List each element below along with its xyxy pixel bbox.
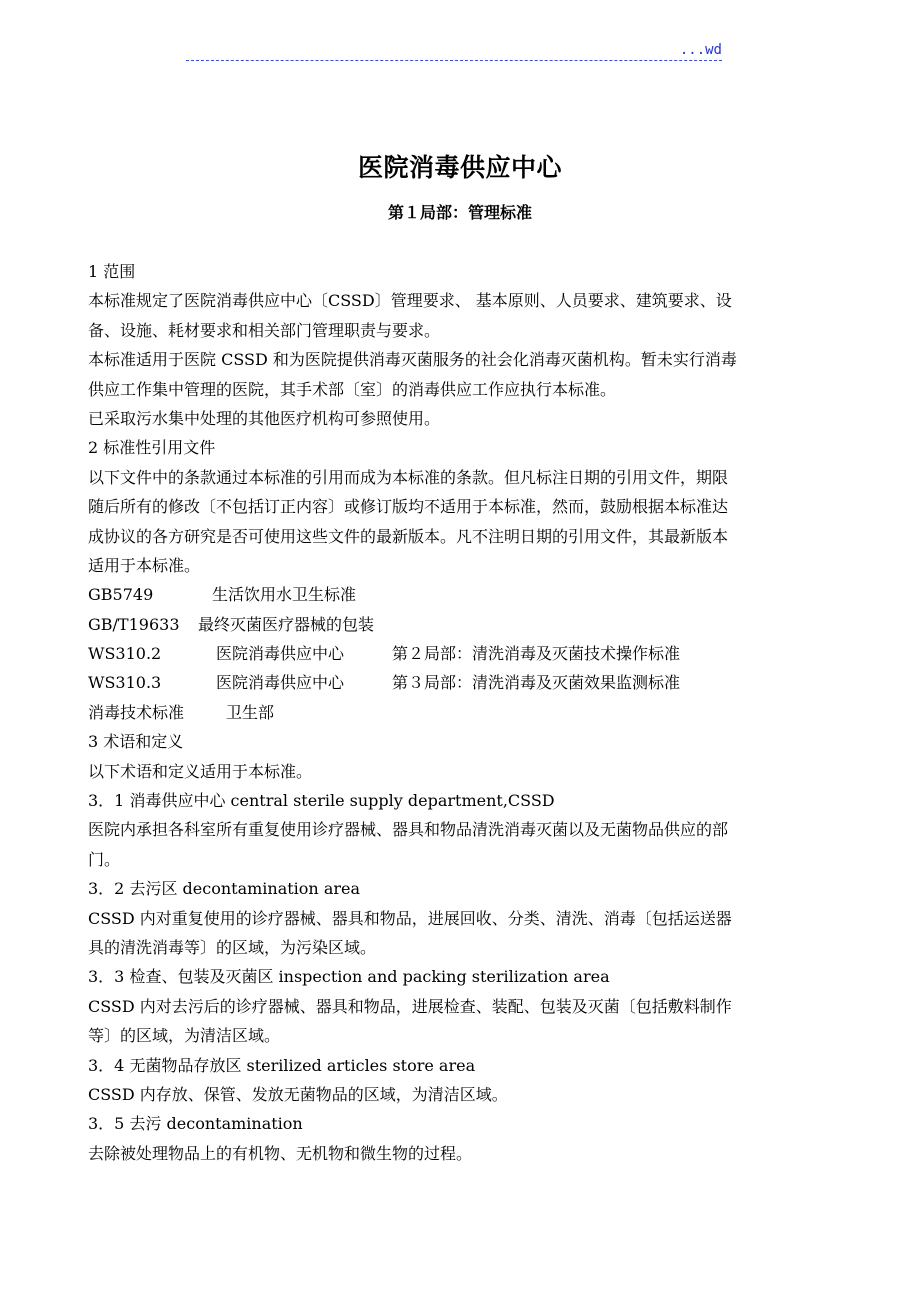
paragraph-line: 已采取污水集中处理的其他医疗机构可参照使用。: [88, 408, 441, 428]
paragraph-line: CSSD 内对去污后的诊疗器械、器具和物品，进展检查、装配、包装及灭菌〔包括敷料制作: [88, 996, 732, 1016]
term-heading: 3．2 去污区 decontamination area: [88, 879, 361, 899]
reference-title: 生活饮用水卫生标准: [212, 585, 357, 605]
reference-part: 第３局部：清洗消毒及灭菌效果监测标准: [392, 673, 681, 693]
header-mark: ...wd: [679, 42, 722, 58]
document-body: [88, 257, 828, 1168]
reference-title: 医院消毒供应中心: [216, 644, 345, 664]
term-heading: 3．4 无菌物品存放区 sterilized articles store area: [88, 1055, 476, 1075]
reference-code: GB5749: [88, 585, 154, 605]
reference-entry: [88, 698, 828, 727]
section-heading-scope: 1 范围: [88, 262, 136, 281]
section-heading-references: 2 标准性引用文件: [88, 438, 216, 458]
paragraph-line: 以下文件中的条款通过本标准的引用而成为本标准的条款。但凡标注日期的引用文件，期限: [88, 467, 729, 487]
reference-code: 消毒技术标准: [88, 702, 185, 722]
paragraph-line: 成协议的各方研究是否可使用这些文件的最新版本。凡不注明日期的引用文件，其最新版本: [88, 526, 729, 546]
reference-code: WS310.3: [88, 673, 162, 693]
page-header: [186, 40, 722, 61]
paragraph-line: 适用于本标准。: [88, 555, 201, 575]
term-heading: 3．5 去污 decontamination: [88, 1114, 303, 1134]
term-heading: 3．1 消毒供应中心 central sterile supply department,CSSD: [88, 791, 555, 811]
reference-entry: [88, 639, 828, 668]
reference-entry: [88, 580, 828, 609]
reference-part: 第２局部：清洗消毒及灭菌技术操作标准: [392, 644, 681, 664]
reference-entry: [88, 610, 828, 639]
paragraph-line: 供应工作集中管理的医院，其手术部〔室〕的消毒供应工作应执行本标准。: [88, 379, 617, 399]
paragraph-line: CSSD 内存放、保管、发放无菌物品的区域，为清洁区域。: [88, 1084, 508, 1104]
section-heading-terms: 3 术语和定义: [88, 732, 184, 752]
paragraph-line: 本标准规定了医院消毒供应中心〔CSSD〕管理要求、 基本原则、人员要求、建筑要求、设: [88, 291, 732, 311]
paragraph-line: 备、设施、耗材要求和相关部门管理职责与要求。: [88, 320, 441, 340]
paragraph-line: 等〕的区域，为清洁区域。: [88, 1026, 281, 1046]
document-subtitle: 第１局部：管理标准: [387, 203, 532, 222]
document-title: 医院消毒供应中心: [357, 153, 562, 182]
paragraph-line: 门。: [88, 849, 121, 869]
reference-title: 医院消毒供应中心: [216, 673, 345, 693]
reference-title: 最终灭菌医疗器械的包装: [198, 614, 375, 634]
paragraph-line: 以下术语和定义适用于本标准。: [88, 761, 313, 781]
paragraph-line: 本标准适用于医院 CSSD 和为医院提供消毒灭菌服务的社会化消毒灭菌机构。暂未实行消毒: [88, 350, 737, 370]
paragraph-line: 医院内承担各科室所有重复使用诊疗器械、器具和物品清洗消毒灭菌以及无菌物品供应的部: [88, 820, 729, 840]
paragraph-line: CSSD 内对重复使用的诊疗器械、器具和物品，进展回收、分类、清洗、消毒〔包括运送器: [88, 908, 732, 928]
paragraph-line: 具的清洗消毒等〕的区域，为污染区域。: [88, 937, 377, 957]
reference-code: GB/T19633: [88, 614, 180, 634]
reference-title: 卫生部: [226, 702, 275, 722]
reference-code: WS310.2: [88, 644, 162, 664]
reference-entry: [88, 668, 828, 697]
paragraph-line: 去除被处理物品上的有机物、无机物和微生物的过程。: [88, 1143, 473, 1163]
paragraph-line: 随后所有的修改〔不包括订正内容〕或修订版均不适用于本标准，然而，鼓励根据本标准达: [88, 497, 729, 517]
term-heading: 3．3 检查、包装及灭菌区 inspection and packing sterilization area: [88, 967, 610, 987]
